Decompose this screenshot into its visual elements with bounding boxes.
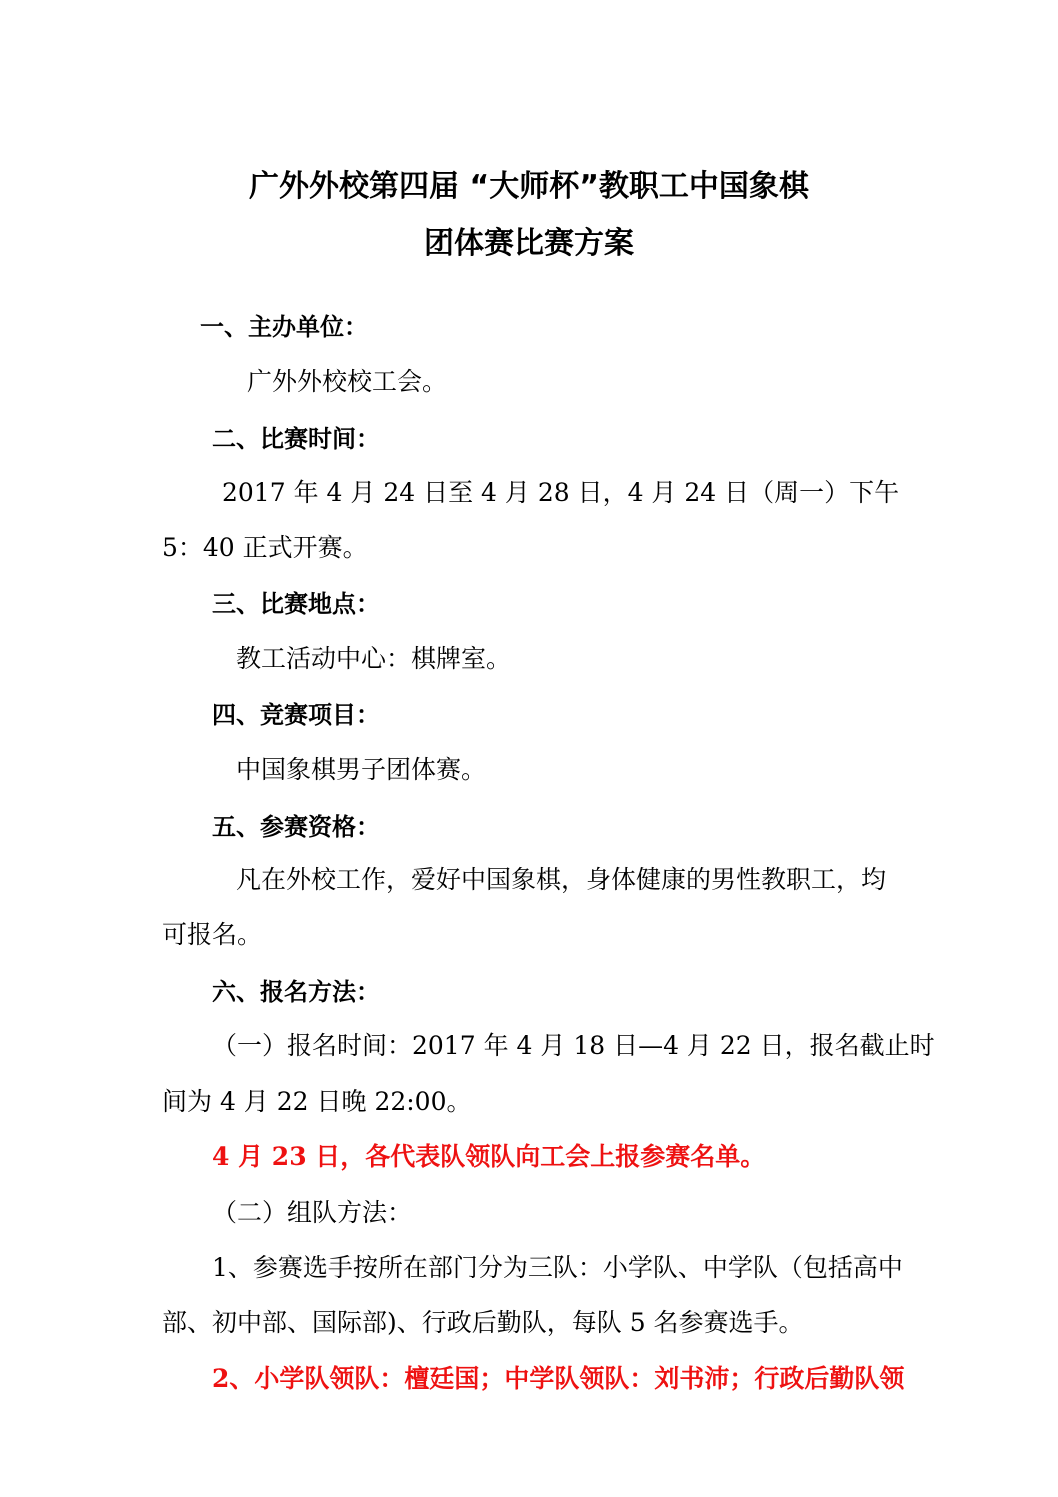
team-method-heading: （二）组队方法：: [212, 1198, 413, 1227]
team-rule-line-1: 1、参赛选手按所在部门分为三队：小学队、中学队（包括高中: [212, 1253, 903, 1282]
registration-notice: 4 月 23 日，各代表队领队向工会上报参赛名单。: [212, 1142, 766, 1171]
registration-time-line-2: 间为 4 月 22 日晚 22:00。: [162, 1087, 472, 1116]
registration-time-line-1: （一）报名时间：2017 年 4 月 18 日—4 月 22 日，报名截止时: [212, 1031, 935, 1060]
section-body-organizer: 广外外校校工会。: [247, 367, 448, 396]
section-heading-event: 四、竞赛项目：: [212, 701, 380, 729]
section-body-eligibility-line-2: 可报名。: [162, 920, 263, 949]
section-heading-organizer: 一、主办单位：: [200, 313, 368, 341]
section-body-event: 中国象棋男子团体赛。: [236, 755, 487, 784]
section-body-eligibility-line-1: 凡在外校工作，爱好中国象棋，身体健康的男性教职工，均: [236, 865, 887, 894]
section-heading-eligibility: 五、参赛资格：: [212, 813, 380, 841]
document-title-line-1: 广外外校第四届 “大师杯”教职工中国象棋: [249, 169, 809, 204]
section-heading-time: 二、比赛时间：: [212, 425, 380, 453]
document-title-line-2: 团体赛比赛方案: [424, 226, 634, 261]
team-leaders-line: 2、小学队领队：檀廷国；中学队领队：刘书沛；行政后勤队领: [212, 1364, 905, 1393]
team-rule-line-2: 部、初中部、国际部)、行政后勤队，每队 5 名参赛选手。: [162, 1308, 804, 1337]
section-body-time-line-1: 2017 年 4 月 24 日至 4 月 28 日，4 月 24 日（周一）下午: [222, 478, 900, 507]
section-heading-venue: 三、比赛地点：: [212, 590, 380, 618]
section-heading-registration: 六、报名方法：: [212, 978, 380, 1006]
section-body-time-line-2: 5：40 正式开赛。: [162, 533, 368, 562]
section-body-venue: 教工活动中心：棋牌室。: [236, 644, 512, 673]
